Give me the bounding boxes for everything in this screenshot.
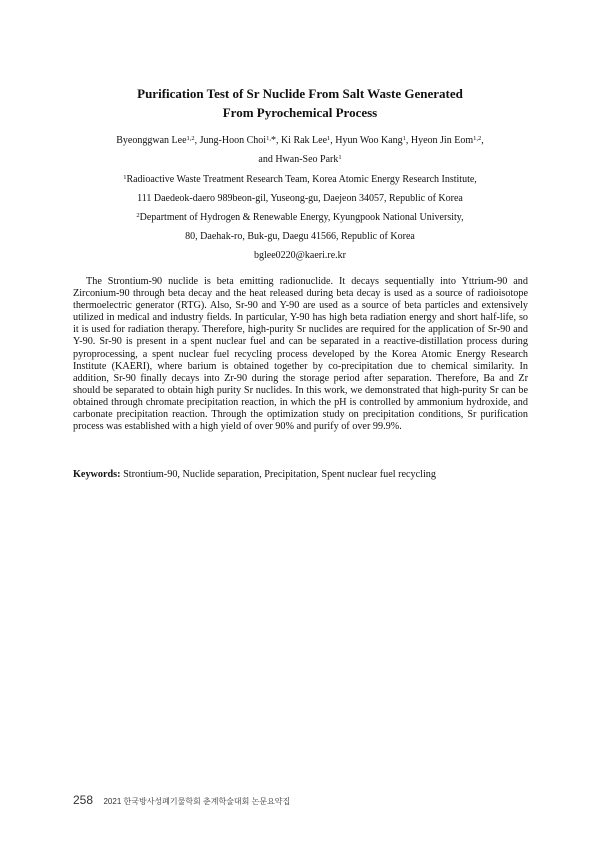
author-name: Hyun Woo Kang	[335, 135, 403, 146]
affiliation-2-line-2: 80, Daehak-ro, Buk-gu, Daegu 41566, Republic of Korea	[185, 231, 415, 242]
author-affiliation-sup: 1,2	[473, 135, 482, 142]
paper-title	[0, 84, 600, 122]
author-separator: ,	[481, 135, 484, 146]
keywords-list: Strontium-90, Nuclide separation, Precipitation, Spent nuclear fuel recycling	[123, 469, 436, 480]
author-name: Byeonggwan Lee	[116, 135, 187, 146]
author-list-line-2	[0, 153, 600, 167]
affiliation-1-line-1	[0, 173, 600, 187]
author-name: Hyeon Jin Eom	[410, 135, 474, 146]
page-number: 258	[73, 793, 94, 807]
page-footer	[73, 791, 290, 809]
affiliation-1-line-2: 111 Daedeok-daero 989beon-gil, Yuseong-gu, Daejeon 34057, Republic of Korea	[137, 193, 463, 204]
affiliation-sup: 1	[123, 174, 127, 181]
author-separator: ,	[405, 135, 411, 146]
corresponding-email: bglee0220@kaeri.re.kr	[254, 250, 346, 261]
author-separator: ,	[194, 135, 200, 146]
author-separator: *,	[270, 135, 281, 146]
affiliation-text: Department of Hydrogen & Renewable Energy, Kyungpook National University,	[139, 212, 464, 223]
title-line-1: Purification Test of Sr Nuclide From Salt Waste Generated	[137, 86, 463, 101]
author-name: Hwan-Seo Park	[275, 154, 339, 165]
conference-name: 2021 한국방사성폐기물학회 춘계학술대회 논문요약집	[103, 797, 291, 806]
author-separator: ,	[330, 135, 336, 146]
author-list	[0, 134, 600, 148]
author-affiliation-sup: 1	[338, 154, 342, 161]
affiliation-text: Radioactive Waste Treatment Research Team, Korea Atomic Energy Research Institute,	[126, 174, 477, 185]
author-name: Jung-Hoon Choi	[199, 135, 267, 146]
keywords	[73, 468, 528, 481]
abstract-body: The Strontium-90 nuclide is beta emitting radionuclide. It decays sequentially into Yttrium-90 and Zirconium-90 through beta decay and the heat released during beta decay is used as a source of radioisotope thermoelectric generator (RTG). Also, Sr-90 and Y-90 are used as a source of beta particles and extensively utilized in medical and industry fields. In particular, Y-90 has high beta radiation energy and short half-life, so it is used for radiation therapy. Therefore, high-purity Sr nuclides are required for the application of Sr-90 and Y-90. Sr-90 is present in a spent nuclear fuel and can be separated in a reactive-distillation process during pyroprocessing, a spent nuclear fuel recycling process developed by the Korea Atomic Energy Research Institute (KAERI), where barium is obtained together by co-precipitation due to chemical similarity. In addition, Sr-90 finally decays into Zr-90 during the storage period after separation. Therefore, Ba and Zr should be separated to obtain high purity Sr nuclides. In this work, we demonstrated that high-purity Sr can be obtained through chromate precipitation reaction, in which the pH is controlled by ammonium hydroxide, and carbonate precipitation reaction. Through the optimization study on precipitation conditions, Sr purification process was established with a high yield of over 90% and purify of over 99.9%.	[73, 276, 528, 433]
author-affiliation-sup: 1	[327, 135, 331, 142]
author-affiliation-sup: 1,	[266, 135, 271, 142]
affiliation-2-line-1	[0, 211, 600, 225]
keywords-label: Keywords:	[73, 469, 121, 480]
author-conjunction: and	[258, 154, 276, 165]
affiliation-sup: 2	[136, 212, 140, 219]
author-affiliation-sup: 1	[402, 135, 406, 142]
title-line-2: From Pyrochemical Process	[222, 105, 378, 120]
author-name: Ki Rak Lee	[280, 135, 328, 146]
author-affiliation-sup: 1,2	[186, 135, 195, 142]
